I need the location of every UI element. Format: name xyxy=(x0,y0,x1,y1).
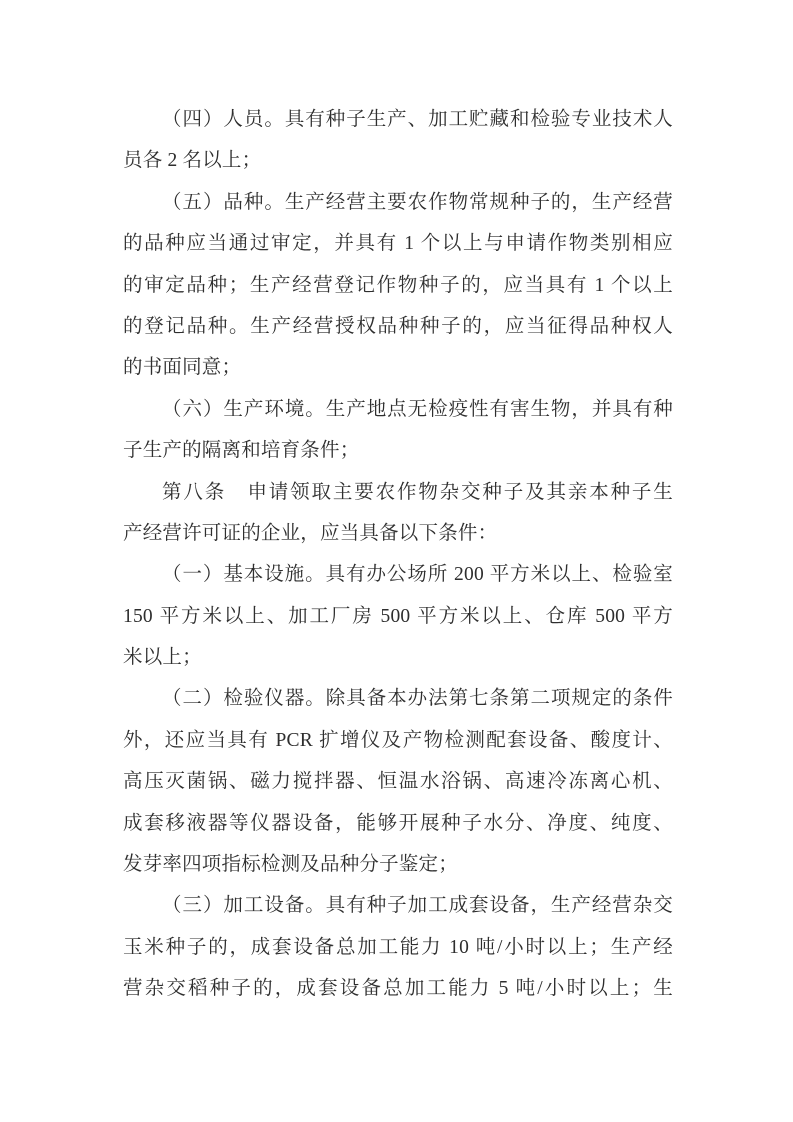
text-line: 第八条 申请领取主要农作物杂交种子及其亲本种子生 xyxy=(162,481,673,503)
text-line: 成套移液器等仪器设备，能够开展种子水分、净度、纯度、 xyxy=(123,812,673,834)
text-line: 150 平方米以上、加工厂房 500 平方米以上、仓库 500 平方 xyxy=(123,605,673,627)
text-line: 玉米种子的，成套设备总加工能力 10 吨/小时以上；生产经 xyxy=(123,936,673,958)
text-line: 员各 2 名以上； xyxy=(123,150,262,172)
document-body xyxy=(123,99,673,1010)
text-line: （六）生产环境。生产地点无检疫性有害生物，并具有种 xyxy=(162,398,673,420)
text-line: 高压灭菌锅、磁力搅拌器、恒温水浴锅、高速冷冻离心机、 xyxy=(123,771,673,793)
text-line: 产经营许可证的企业，应当具备以下条件： xyxy=(123,522,498,544)
text-line: 发芽率四项指标检测及品种分子鉴定； xyxy=(123,854,458,876)
text-line: 的审定品种；生产经营登记作物种子的，应当具有 1 个以上 xyxy=(123,274,673,296)
text-line: 米以上； xyxy=(123,647,202,669)
text-line: 子生产的隔离和培育条件； xyxy=(123,440,360,462)
article-8-intro xyxy=(123,472,673,555)
article-8-item-1-basic-facilities xyxy=(123,554,673,678)
text-line: 的品种应当通过审定，并具有 1 个以上与申请作物类别相应 xyxy=(123,233,673,255)
item-4-personnel xyxy=(123,99,673,182)
article-8-item-3-processing-equipment xyxy=(123,885,673,1009)
text-line: （二）检验仪器。除具备本办法第七条第二项规定的条件 xyxy=(162,688,673,710)
text-line: （四）人员。具有种子生产、加工贮藏和检验专业技术人 xyxy=(162,109,673,130)
text-line: （三）加工设备。具有种子加工成套设备，生产经营杂交 xyxy=(162,895,673,917)
text-line: （一）基本设施。具有办公场所 200 平方米以上、检验室 xyxy=(162,564,673,586)
text-line: 的登记品种。生产经营授权品种种子的，应当征得品种权人 xyxy=(123,315,673,337)
text-line: 营杂交稻种子的，成套设备总加工能力 5 吨/小时以上；生 xyxy=(123,978,673,1000)
text-line: 外，还应当具有 PCR 扩增仪及产物检测配套设备、酸度计、 xyxy=(123,729,673,751)
item-5-varieties xyxy=(123,182,673,389)
article-8-item-2-testing-instruments xyxy=(123,678,673,885)
item-6-production-environment xyxy=(123,389,673,472)
text-line: （五）品种。生产经营主要农作物常规种子的，生产经营 xyxy=(162,191,673,213)
text-line: 的书面同意； xyxy=(123,357,242,379)
